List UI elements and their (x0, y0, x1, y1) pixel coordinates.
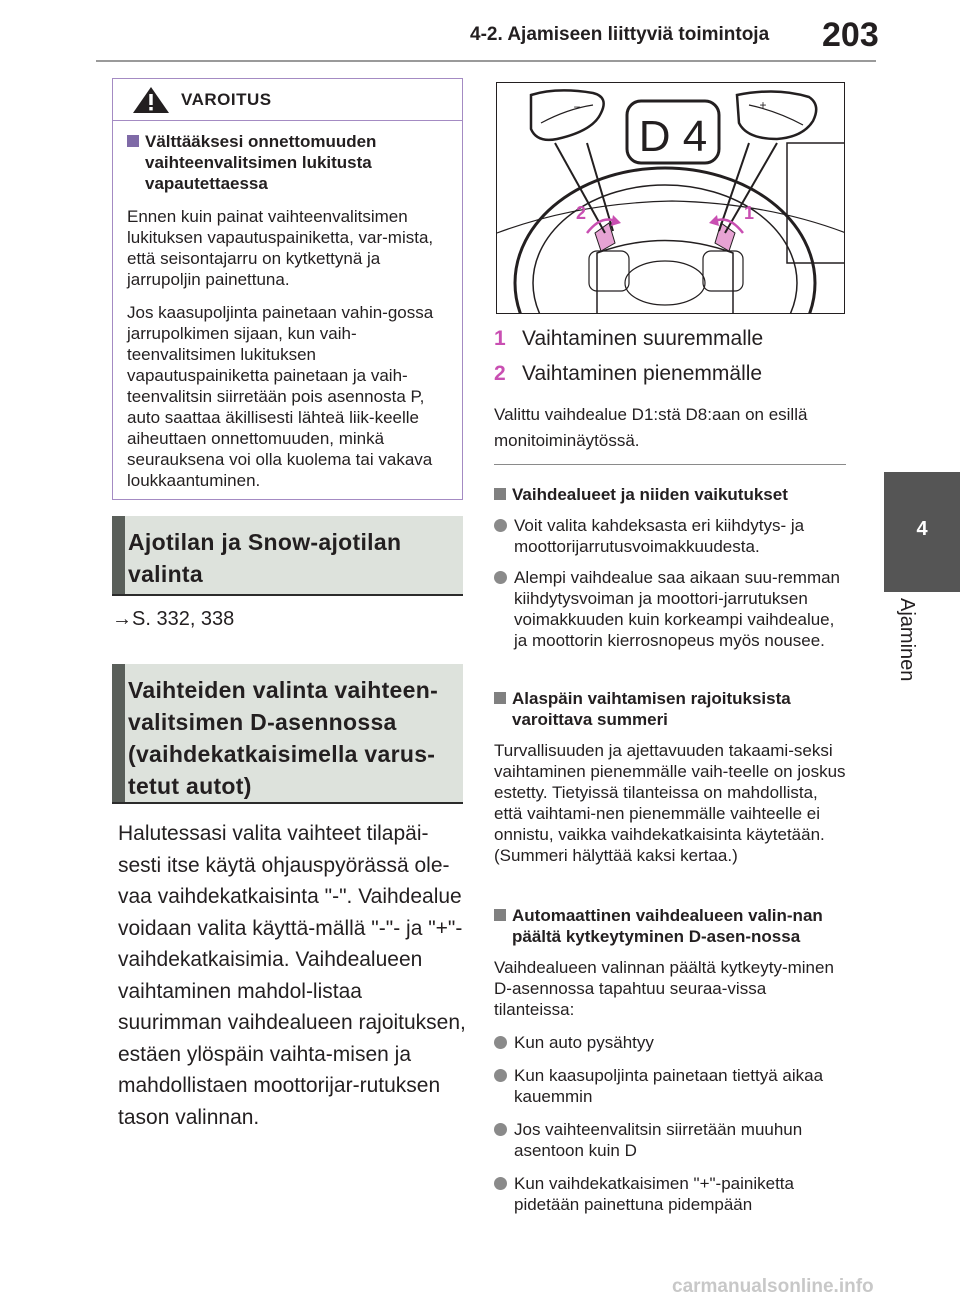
gear-display-text: D 4 (638, 112, 708, 161)
steering-wheel-drawing (497, 83, 845, 314)
page-number: 203 (822, 16, 879, 54)
callout-2: 2 (575, 203, 587, 223)
bullet-icon (494, 571, 507, 584)
square-bullet-icon (494, 909, 506, 921)
minus-paddle-label: − (573, 100, 581, 114)
steering-wheel-illustration (496, 82, 845, 314)
section-heading-gear-selection: Vaihteiden valinta vaihteen-valitsimen D-asennossa (vaihdekatkaisimella varus-tetut autot) (112, 664, 463, 804)
header-rule (96, 60, 876, 62)
buzzer-heading: Alaspäin vaihtamisen rajoituksista varoittava summeri (494, 688, 846, 730)
warning-paragraph-1: Ennen kuin painat vaihteenvalitsimen lukituksen vapautuspainiketta, var-mista, että seisontajarru on kytkettynä ja jarrupoljin painettuna. (127, 207, 434, 289)
square-bullet-icon (127, 135, 139, 147)
section-divider (494, 464, 846, 465)
page-reference: →S. 332, 338 (112, 608, 235, 630)
gear-selection-paragraph: Halutessasi valita vaihteet tilapäi-sesti itse käytä ohjauspyörässä ole-vaa vaihdekatkaisinta "-". Vaihdealue voidaan valita käyttä-mällä "-"- ja "+"-vaihdekatkaisimia. Vaihdealueen vaihtaminen mahdol-listaa suurimman vaihdealueen rajoituksen, estäen ylöspäin vaihta-misen ja mahdollistaen moottorijar-rutuksen tason valinnan. (118, 822, 466, 1129)
auto-cancel-heading: Automaattinen vaihdealueen valin-nan päältä kytkeytyminen D-asen-nossa (494, 905, 846, 947)
square-bullet-icon (494, 692, 506, 704)
buzzer-paragraph: Turvallisuuden ja ajettavuuden takaami-seksi vaihtaminen pienemmälle vaih-teelle on joskus estetty. Tietyissä tilanteissa on mahdollista, että vaihtami-nen pienemmälle vaihteelle ei onnistu, vaikka vaihdekatkaisinta käytetään. (Summeri hälyttää kaksi kertaa.) (494, 741, 846, 865)
list-item: Kun vaihdekatkaisimen "+"-painiketta pidetään painettuna pidempään (494, 1173, 846, 1215)
warning-box (112, 78, 463, 500)
bullet-icon (494, 1123, 507, 1136)
list-item: Kun kaasupoljinta painetaan tiettyä aikaa kauemmin (494, 1065, 846, 1107)
warning-triangle-icon (131, 85, 171, 115)
section-heading-drive-mode: Ajotilan ja Snow-ajotilan valinta (112, 516, 463, 596)
ranges-heading: Vaihdealueet ja niiden vaikutukset (494, 484, 846, 505)
bullet-icon (494, 1069, 507, 1082)
display-info-paragraph: Valittu vaihdealue D1:stä D8:aan on esillä monitoiminäytössä. (494, 405, 808, 450)
square-bullet-icon (494, 488, 506, 500)
bullet-icon (494, 519, 507, 532)
list-item: Alempi vaihdealue saa aikaan suu-remman kiihdytysvoiman ja moottori-jarrutuksen voimakkuuden kuin korkeampi vaihdealue, ja moottorin kierrosnopeus myös nousee. (494, 567, 846, 651)
list-item: Voit valita kahdeksasta eri kiihdytys- ja moottorijarrutusvoimakkuudesta. (494, 515, 846, 557)
auto-cancel-block (494, 905, 846, 1215)
chapter-tab-label (880, 590, 930, 680)
buzzer-block (494, 688, 846, 866)
warning-subheading: Välttääksesi onnettomuuden vaihteenvalitsimen lukitusta vapautettaessa (127, 131, 448, 194)
watermark: carmanualsonline.info (672, 1276, 874, 1297)
chapter-title: 4-2. Ajamiseen liittyviä toimintoja (470, 24, 770, 45)
list-item: Jos vaihteenvalitsin siirretään muuhun asentoon kuin D (494, 1119, 846, 1161)
warning-title: VAROITUS (181, 90, 272, 109)
bullet-icon (494, 1036, 507, 1049)
legend-item-upshift: 1 Vaihtaminen suuremmalle (494, 327, 764, 350)
warning-paragraph-2: Jos kaasupoljinta painetaan vahin-gossa jarrupolkimen sijaan, kun vaih-teenvalitsimen lukituksen vapautuspainiketta painetaan ja vaih-teenvalitsin siirretään pois asennosta P, auto saattaa äkillisesti lähteä liik-keelle aiheuttaen onnettomuuden, minkä seurauksena voi olla kuolema tai vakava loukkaantuminen. (127, 303, 434, 490)
plus-paddle-label: + (759, 98, 767, 112)
warning-header (113, 79, 462, 121)
bullet-icon (494, 1177, 507, 1190)
legend-item-downshift: 2 Vaihtaminen pienemmälle (494, 362, 763, 385)
list-item: Kun auto pysähtyy (494, 1032, 846, 1053)
ranges-block (494, 484, 846, 651)
chapter-tab-number: 4 (916, 518, 928, 540)
callout-1: 1 (743, 203, 755, 223)
auto-cancel-paragraph: Vaihdealueen valinnan päältä kytkeyty-minen D-asennossa tapahtuu seuraa-vissa tilanteissa: (494, 958, 834, 1019)
chapter-tab-label-text: Ajaminen (896, 598, 918, 682)
